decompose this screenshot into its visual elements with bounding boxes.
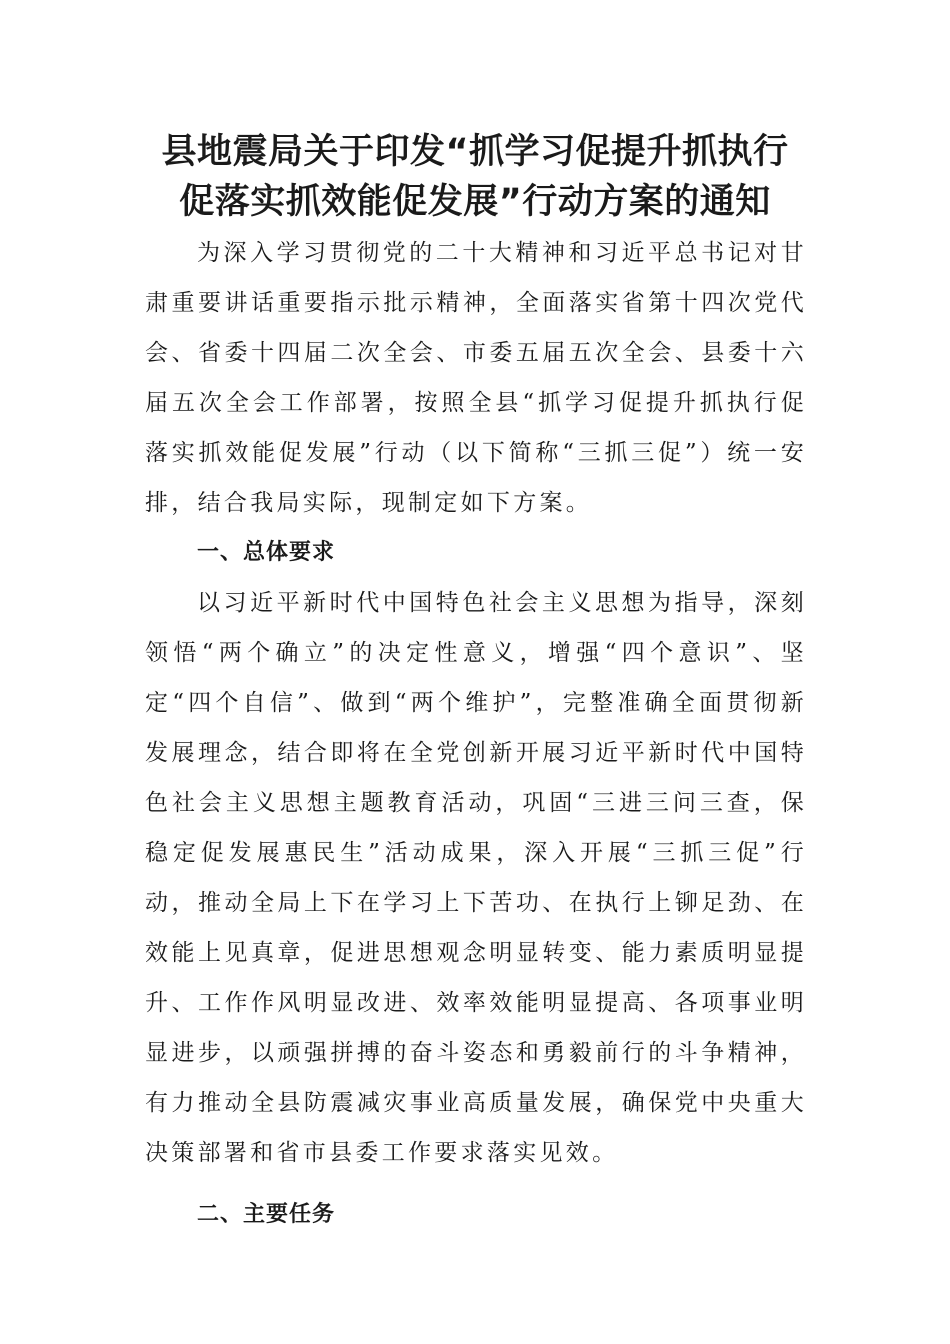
document-title-line-2: 促落实抓效能促发展”行动方案的通知 [179,182,771,222]
intro-paragraph: 为深入学习贯彻党的二十大精神和习近平总书记对甘肃重要讲话重要指示批示精神，全面落实省第十四次党代会、省委十四届二次全会、市委五届五次全会、县委十六届五次全会工作部署，按照全县“抓学习促提升抓执行促落实抓效能促发展”行动（以下简称“三抓三促”）统一安排，结合我局实际，现制定如下方案。 [145,240,807,516]
section-1-paragraph: 以习近平新时代中国特色社会主义思想为指导，深刻领悟“两个确立”的决定性意义，增强“四个意识”、坚定“四个自信”、做到“两个维护”，完整准确全面贯彻新发展理念，结合即将在全党创新开展习近平新时代中国特色社会主义思想主题教育活动，巩固“三进三问三查，保稳定促发展惠民生”活动成果，深入开展“三抓三促”行动，推动全局上下在学习上下苦功、在执行上铆足劲、在效能上见真章，促进思想观念明显转变、能力素质明显提升、工作作风明显改进、效率效能明显提高、各项事业明显进步，以顽强拼搏的奋斗姿态和勇毅前行的斗争精神，有力推动全县防震减灾事业高质量发展，确保党中央重大决策部署和省市县委工作要求落实见效。 [145,590,807,1166]
section-2-heading: 二、主要任务 [197,1202,336,1227]
document-body [145,228,807,1240]
section-1-heading: 一、总体要求 [197,540,336,565]
document-title-line-1: 县地震局关于印发“抓学习促提升抓执行 [161,132,789,172]
